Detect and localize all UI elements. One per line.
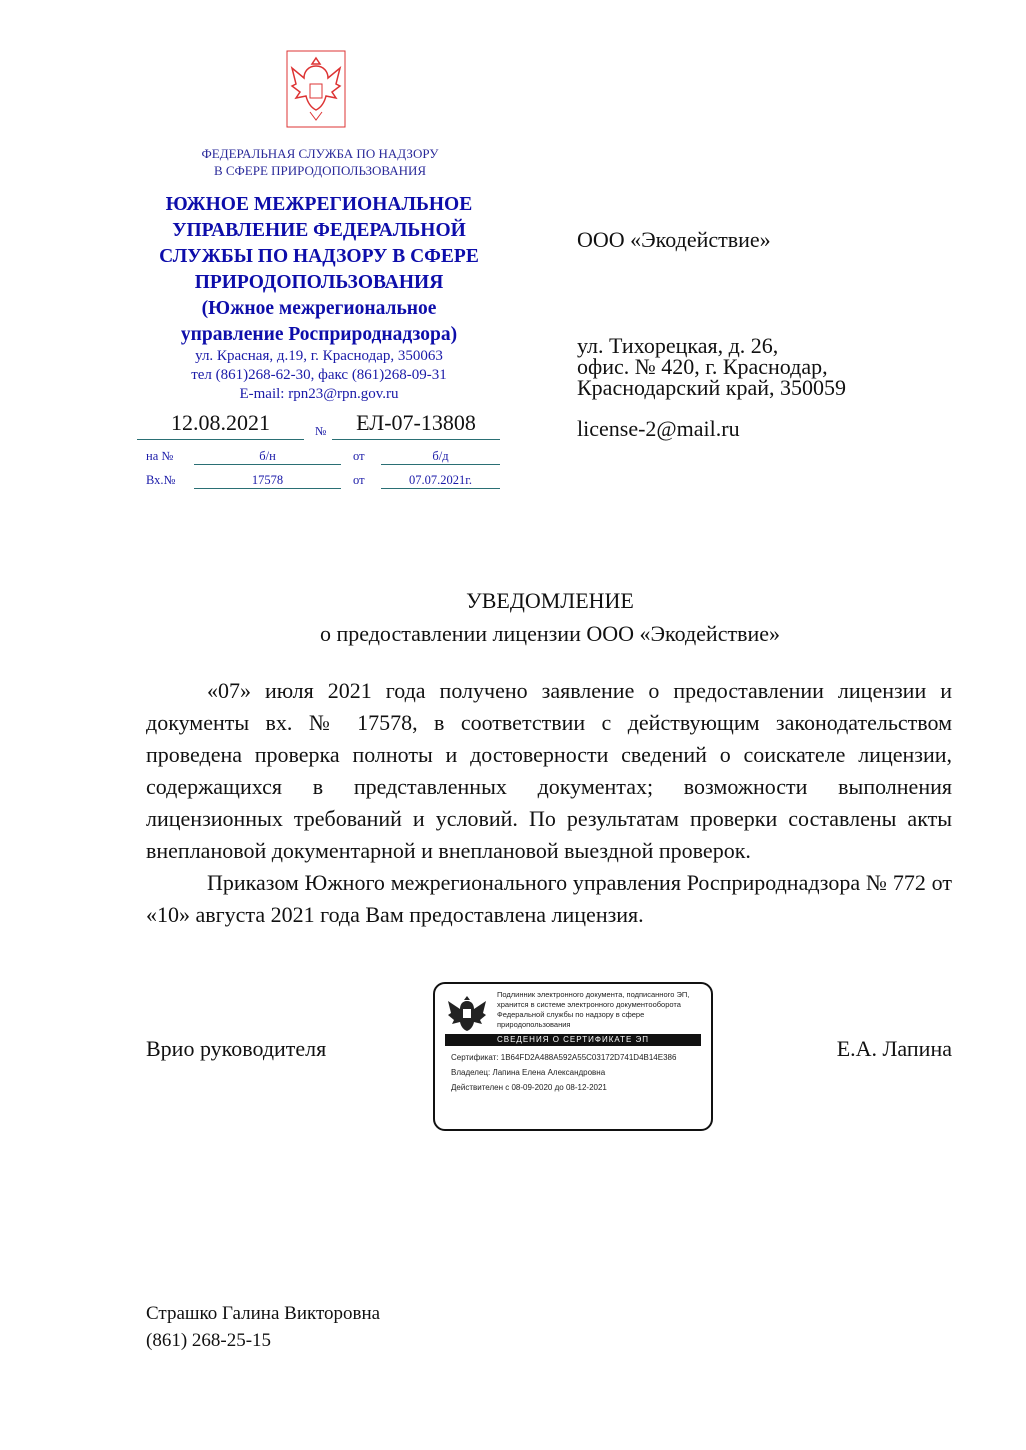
- organization-contacts: ул. Красная, д.19, г. Краснодар, 350063 тел (861)268-62-30, факс (861)268-09-31 E-mail: rpn23@rpn.gov.ru: [191, 348, 447, 402]
- paragraph: «07» июля 2021 года получено заявление о предоставлении лицензии и документы вх. № 17578, в соответствии с действующим законодательством проведена проверка полноты и достоверности сведений о соискателе лицензии, содержащихся в представленных документах; возможности выполнения лицензионных требований и условий. По результатам проверки составлены акты внеплановой документарной и внеплановой выездной проверок.: [146, 678, 952, 863]
- executor-info: [146, 1300, 380, 1354]
- ref-value: б/н: [194, 449, 341, 465]
- recipient-address: ул. Тихорецкая, д. 26, офис. № 420, г. Краснодар, Краснодарский край, 350059: [577, 333, 847, 400]
- organization-name: ЮЖНОЕ МЕЖРЕГИОНАЛЬНОЕ УПРАВЛЕНИЕ ФЕДЕРАЛЬНОЙ СЛУЖБЫ ПО НАДЗОРУ В СФЕРЕ ПРИРОДОПОЛЬЗОВАНИЯ (Южное межрегиональное управление Росприроднадзора): [159, 194, 479, 345]
- document-subtitle: о предоставлении лицензии ООО «Экодействие»: [319, 621, 781, 646]
- incoming-from-label: от: [353, 473, 365, 487]
- incoming-label: Вх.№: [146, 473, 176, 487]
- recipient-name: ООО «Экодействие»: [577, 227, 771, 252]
- executor-phone: (861) 268-25-15: [146, 1330, 272, 1351]
- number-label: №: [315, 424, 327, 438]
- signer-name: Е.А. Лапина: [836, 1036, 952, 1061]
- certificate-id: Сертификат: 1B64FD2A488A592A55C03172D741D4B14E386: [451, 1053, 677, 1062]
- document-title: УВЕДОМЛЕНИЕ: [466, 588, 634, 613]
- eagle-emblem-icon: [445, 992, 489, 1032]
- signer-position: Врио руководителя: [146, 1036, 327, 1061]
- electronic-signature-stamp: [433, 982, 713, 1131]
- incoming-value: 17578: [194, 473, 341, 489]
- certificate-validity: Действителен с 08-09-2020 до 08-12-2021: [451, 1083, 607, 1092]
- incoming-from-value: 07.07.2021г.: [381, 473, 500, 489]
- recipient-email: license-2@mail.ru: [577, 416, 740, 441]
- document-body: [146, 675, 952, 931]
- ref-label: на №: [146, 449, 174, 463]
- executor-name: Страшко Галина Викторовна: [146, 1303, 381, 1324]
- registration-number: ЕЛ-07-13808: [332, 410, 500, 440]
- registration-date: 12.08.2021: [137, 410, 304, 440]
- paragraph: Приказом Южного межрегионального управления Росприроднадзора № 772 от «10» августа 2021 года Вам предоставлена лицензия.: [146, 870, 952, 927]
- stamp-text: Подлинник электронного документа, подписанного ЭП, хранится в системе электронного документооборота Федеральной службы по надзору в сфере природопользования: [497, 990, 690, 1029]
- stamp-header: СВЕДЕНИЯ О СЕРТИФИКАТЕ ЭП: [445, 1034, 701, 1046]
- ref-from-label: от: [353, 449, 365, 463]
- certificate-owner: Владелец: Лапина Елена Александровна: [451, 1068, 606, 1077]
- ref-from-value: б/д: [381, 449, 500, 465]
- coat-of-arms-icon: [286, 50, 346, 128]
- agency-name: ФЕДЕРАЛЬНАЯ СЛУЖБА ПО НАДЗОРУ В СФЕРЕ ПРИРОДОПОЛЬЗОВАНИЯ: [201, 146, 439, 178]
